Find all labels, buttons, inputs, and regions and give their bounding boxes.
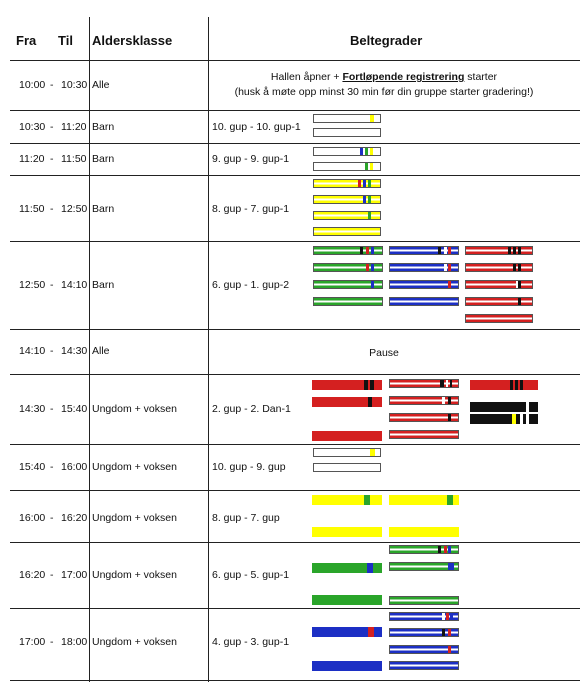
row-from-time: 11:50 [19, 203, 45, 215]
belt [312, 627, 382, 637]
belt-stripe [446, 613, 449, 620]
belt [470, 402, 538, 412]
row-divider [10, 175, 580, 176]
belt-stripe [508, 247, 511, 254]
belt [312, 595, 382, 605]
belt-stripe [515, 380, 518, 390]
belt-stripe [447, 495, 453, 505]
belt-stripe [370, 148, 373, 155]
row-separator: - [50, 569, 54, 581]
divider-time [89, 17, 90, 682]
row-from-time: 10:30 [19, 121, 46, 133]
belt-stripe [450, 613, 453, 620]
row-to-time: 11:20 [61, 121, 87, 133]
belt-stripe [442, 397, 445, 404]
row-grade-range: 4. gup - 3. gup-1 [212, 636, 290, 648]
belt-stripe [368, 627, 374, 637]
belt-stripe [438, 247, 441, 254]
row-separator: - [50, 279, 54, 291]
belt-stripe [510, 380, 513, 390]
row-age-class: Ungdom + voksen [92, 636, 177, 648]
belt-stripe [448, 629, 451, 636]
belt [389, 413, 459, 422]
belt [389, 596, 459, 605]
belt-stripe [526, 402, 529, 412]
belt [389, 661, 459, 670]
row-divider [10, 608, 580, 609]
row-grade-range: 9. gup - 9. gup-1 [212, 153, 290, 165]
belt-stripe [444, 264, 447, 271]
belt [313, 297, 383, 306]
row-age-class: Alle [92, 79, 110, 91]
row-age-class: Ungdom + voksen [92, 512, 177, 524]
opening-text-post: starter [464, 71, 498, 83]
belt-stripe [518, 298, 521, 305]
belt [313, 463, 381, 472]
row-from-time: 15:40 [19, 461, 46, 473]
belt [389, 379, 459, 388]
belt-stripe [438, 546, 441, 553]
belt-stripe [518, 281, 521, 288]
belt-stripe [513, 247, 516, 254]
opening-text-pre: Hallen åpner + [270, 71, 343, 83]
belt-stripe [448, 264, 451, 271]
row-from-time: 11:20 [19, 153, 45, 165]
row-from-time: 17:00 [19, 636, 46, 648]
row-separator: - [50, 153, 54, 165]
divider-class [208, 17, 209, 682]
opening-text-bold: Fortløpende registrering [342, 71, 465, 83]
row-age-class: Barn [92, 121, 115, 133]
belt-stripe [442, 613, 445, 620]
belt [389, 246, 459, 255]
belt [313, 195, 381, 204]
row-age-class: Barn [92, 153, 115, 165]
belt [389, 263, 459, 272]
row-to-time: 16:20 [61, 512, 88, 524]
belt [465, 314, 533, 323]
belt-stripe [448, 563, 454, 570]
belt-stripe [440, 380, 444, 387]
row-to-time: 17:00 [61, 569, 88, 581]
belt-stripe [371, 247, 374, 254]
belt [313, 162, 381, 171]
belt [312, 527, 382, 537]
belt-stripe [526, 414, 529, 424]
belt-stripe [365, 163, 368, 170]
row-to-time: 14:30 [61, 345, 88, 357]
belt [313, 179, 381, 188]
belt-stripe [358, 180, 361, 187]
row-to-time: 11:50 [61, 153, 87, 165]
row-divider [10, 241, 580, 242]
row-divider [10, 680, 580, 681]
row-age-class: Barn [92, 279, 115, 291]
row-grade-range: 8. gup - 7. gup-1 [212, 203, 290, 215]
header-til: Til [58, 33, 73, 48]
row-separator: - [50, 79, 54, 91]
belt [389, 495, 459, 505]
row-divider [10, 542, 580, 543]
belt [313, 147, 381, 156]
belt [313, 211, 381, 220]
belt-stripe [364, 380, 368, 390]
row-from-time: 14:10 [19, 345, 46, 357]
belt-stripe [368, 180, 371, 187]
row-age-class: Ungdom + voksen [92, 461, 177, 473]
row-divider [10, 143, 580, 144]
row-to-time: 10:30 [61, 79, 88, 91]
belt-stripe [370, 449, 375, 456]
belt [313, 448, 381, 457]
row-grade-range: 6. gup - 1. gup-2 [212, 279, 290, 291]
belt [389, 280, 459, 289]
belt-stripe [520, 380, 523, 390]
belt [313, 227, 381, 236]
belt [313, 246, 383, 255]
row-grade-range: 8. gup - 7. gup [212, 512, 280, 524]
row-separator: - [50, 461, 54, 473]
row-to-time: 12:50 [61, 203, 88, 215]
belt-stripe [442, 629, 445, 636]
belt [389, 628, 459, 637]
belt [389, 430, 459, 439]
row-from-time: 10:00 [19, 79, 46, 91]
belt-stripe [360, 148, 363, 155]
belt-stripe [370, 115, 374, 122]
row-separator: - [50, 345, 54, 357]
row-from-time: 12:50 [19, 279, 46, 291]
row-grade-range: 6. gup - 5. gup-1 [212, 569, 290, 581]
belt-stripe [448, 546, 451, 553]
belt-stripe [448, 397, 451, 404]
belt-stripe [368, 212, 371, 219]
belt-stripe [360, 247, 363, 254]
belt-stripe [371, 281, 374, 288]
row-separator: - [50, 203, 54, 215]
belt [389, 527, 459, 537]
belt [312, 495, 382, 505]
belt-stripe [367, 563, 373, 573]
row-age-class: Alle [92, 345, 110, 357]
belt-stripe [518, 247, 521, 254]
row-from-time: 16:00 [19, 512, 46, 524]
opening-text-line2: (husk å møte opp minst 30 min før din gruppe starter gradering!) [234, 86, 534, 98]
belt-stripe [364, 495, 370, 505]
row-divider [10, 374, 580, 375]
belt-stripe [446, 380, 448, 387]
belt [312, 380, 382, 390]
belt-stripe [513, 264, 516, 271]
row-age-class: Ungdom + voksen [92, 569, 177, 581]
belt-stripe [512, 414, 516, 424]
opening-note [210, 70, 558, 100]
belt [313, 263, 383, 272]
belt [312, 563, 382, 573]
belt-stripe [366, 247, 369, 254]
row-grade-range: 10. gup - 9. gup [212, 461, 286, 473]
belt [312, 397, 382, 407]
belt [313, 280, 383, 289]
header-beltegrader: Beltegrader [350, 33, 423, 48]
belt [470, 380, 538, 390]
row-to-time: 15:40 [61, 403, 88, 415]
belt-stripe [371, 264, 374, 271]
belt-stripe [444, 546, 447, 553]
row-separator: - [50, 121, 54, 133]
belt [470, 414, 538, 424]
header-fra: Fra [16, 33, 37, 48]
belt [312, 431, 382, 441]
row-separator: - [50, 512, 54, 524]
belt-stripe [448, 646, 451, 653]
belt-stripe [450, 380, 452, 387]
belt [389, 612, 459, 621]
row-divider [10, 329, 580, 330]
belt-stripe [370, 163, 373, 170]
belt-stripe [363, 180, 366, 187]
belt [389, 545, 459, 554]
belt [389, 562, 459, 571]
row-grade-range: 2. gup - 2. Dan-1 [212, 403, 291, 415]
row-to-time: 14:10 [61, 279, 88, 291]
belt [389, 645, 459, 654]
row-divider [10, 444, 580, 445]
belt-stripe [368, 397, 372, 407]
belt-stripe [366, 264, 369, 271]
row-divider [10, 490, 580, 491]
row-separator: - [50, 403, 54, 415]
belt-stripe [444, 247, 447, 254]
row-to-time: 16:00 [61, 461, 88, 473]
belt [313, 128, 381, 137]
belt-stripe [368, 196, 371, 203]
belt [465, 263, 533, 272]
header-aldersklasse: Aldersklasse [92, 33, 173, 48]
belt [389, 396, 459, 405]
belt-stripe [518, 264, 521, 271]
row-to-time: 18:00 [61, 636, 88, 648]
belt-stripe [363, 196, 366, 203]
row-from-time: 14:30 [19, 403, 46, 415]
row-grade-range: 10. gup - 10. gup-1 [212, 121, 301, 133]
row-age-class: Ungdom + voksen [92, 403, 177, 415]
row-divider [10, 60, 580, 61]
belt [465, 297, 533, 306]
belt-stripe [370, 380, 374, 390]
belt-stripe [448, 281, 451, 288]
belt-stripe [365, 148, 368, 155]
belt-stripe [520, 414, 523, 424]
pause-note: Pause [369, 347, 399, 359]
belt [389, 297, 459, 306]
belt-stripe [448, 247, 451, 254]
row-from-time: 16:20 [19, 569, 46, 581]
row-separator: - [50, 636, 54, 648]
belt [313, 114, 381, 123]
belt [465, 280, 533, 289]
row-age-class: Barn [92, 203, 115, 215]
belt-stripe [448, 414, 451, 421]
belt [312, 661, 382, 671]
row-divider [10, 110, 580, 111]
belt [465, 246, 533, 255]
